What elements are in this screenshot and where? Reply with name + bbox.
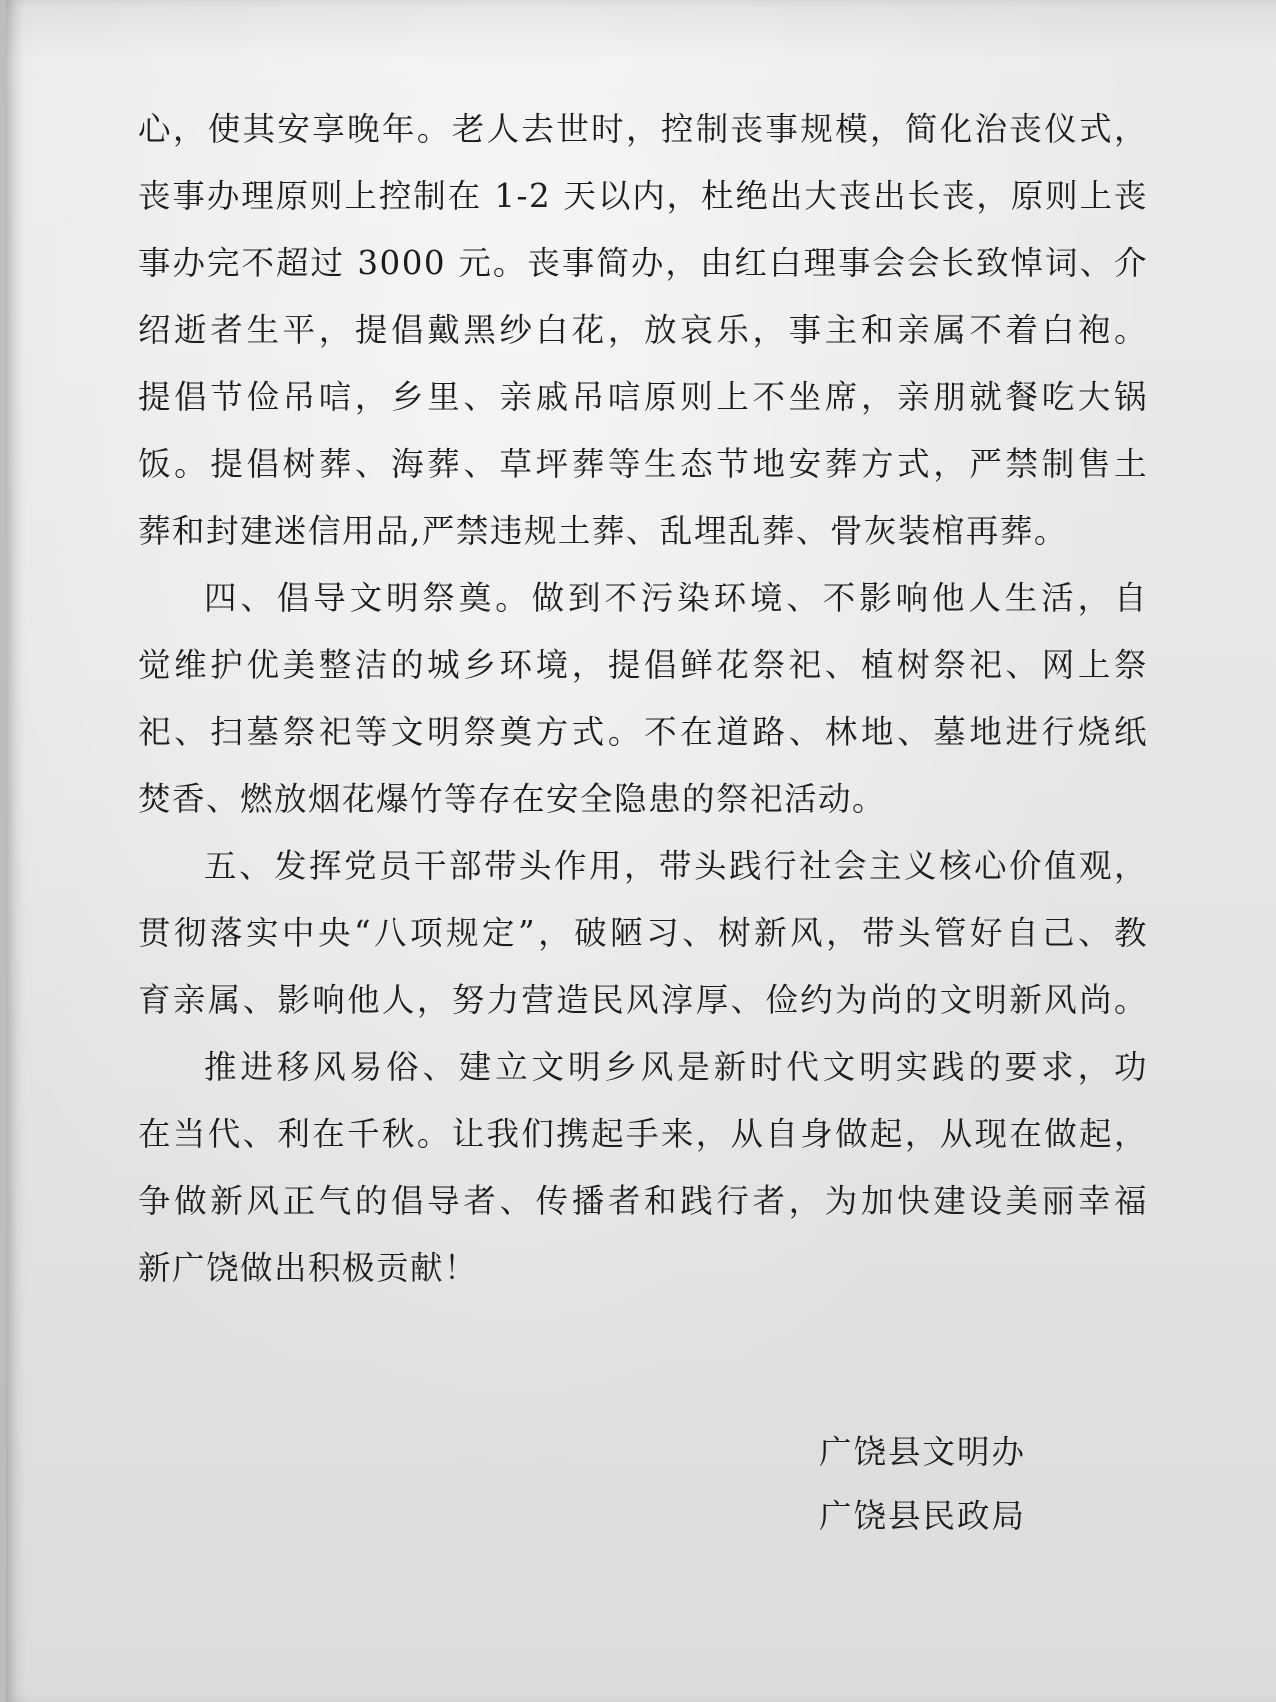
text-line: 贯彻落实中央“八项规定”，破陋习、树新风，带头管好自己、教 [138,914,1148,952]
text-line: 焚香、燃放烟花爆竹等存在安全隐患的祭祀活动。 [138,780,887,818]
body-text [138,96,1148,1302]
text-line: 觉维护优美整洁的城乡环境，提倡鲜花祭祀、植树祭祀、网上祭 [138,646,1148,684]
text-line: 丧事办理原则上控制在 1-2 天以内，杜绝出大丧出长丧，原则上丧 [138,177,1148,215]
page-shadow [6,0,1276,60]
text-line: 提倡节俭吊唁，乡里、亲戚吊唁原则上不坐席，亲朋就餐吃大锅 [138,378,1148,416]
text-line: 事办完不超过 3000 元。丧事简办，由红白理事会会长致悼词、介 [138,244,1148,282]
signatory-1: 广饶县文明办 [819,1433,1027,1471]
signature-block [819,1420,1026,1548]
text-line: 葬和封建迷信用品,严禁违规土葬、乱埋乱葬、骨灰装棺再葬。 [138,512,1068,550]
text-line: 新广饶做出积极贡献！ [138,1249,479,1287]
text-line: 饭。提倡树葬、海葬、草坪葬等生态节地安葬方式，严禁制售土 [138,445,1148,483]
signatory-2: 广饶县民政局 [819,1497,1027,1535]
paragraph-heading-5: 五、发挥党员干部带头作用，带头践行社会主义核心价值观， [204,847,1148,885]
text-line: 争做新风正气的倡导者、传播者和践行者，为加快建设美丽幸福 [138,1182,1148,1220]
text-line: 绍逝者生平，提倡戴黑纱白花，放哀乐，事主和亲属不着白袍。 [138,311,1148,349]
text-line: 育亲属、影响他人，努力营造民风淳厚、俭约为尚的文明新风尚。 [138,981,1148,1019]
closing-paragraph-start: 推进移风易俗、建立文明乡风是新时代文明实践的要求，功 [204,1048,1148,1086]
paragraph-heading-4: 四、倡导文明祭奠。做到不污染环境、不影响他人生活，自 [204,579,1148,617]
text-line: 心，使其安享晚年。老人去世时，控制丧事规模，简化治丧仪式， [138,110,1148,148]
text-line: 祀、扫墓祭祀等文明祭奠方式。不在道路、林地、墓地进行烧纸 [138,713,1148,751]
text-line: 在当代、利在千秋。让我们携起手来，从自身做起，从现在做起， [138,1115,1148,1153]
